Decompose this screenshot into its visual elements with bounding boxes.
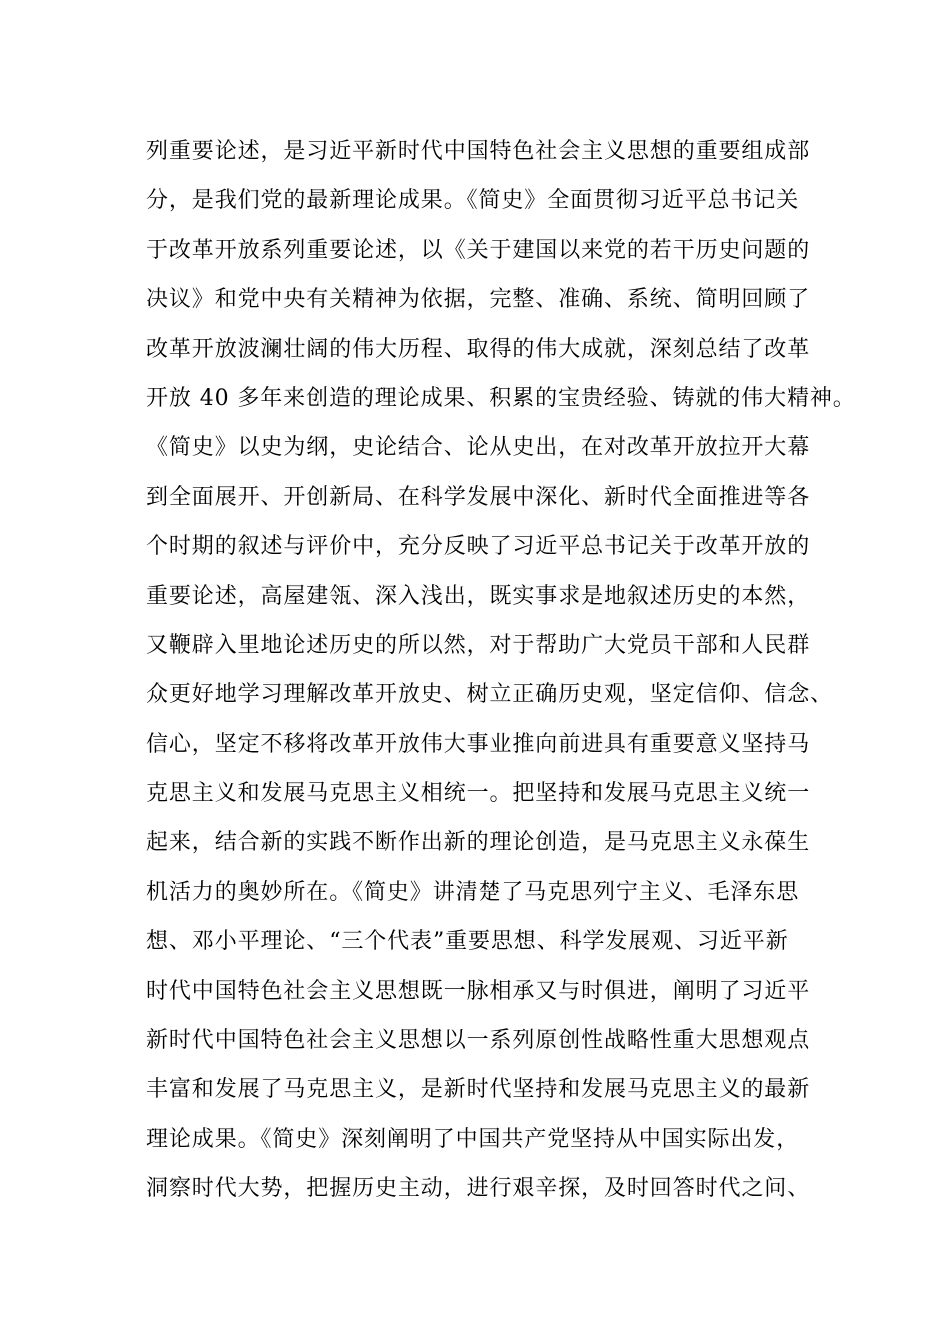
- text-line: 又鞭辟入里地论述历史的所以然，对于帮助广大党员干部和人民群: [146, 632, 811, 658]
- text-line: 想、邓小平理论、“三个代表”重要思想、科学发展观、习近平新: [146, 929, 789, 955]
- text-line: 改革开放波澜壮阔的伟大历程、取得的伟大成就，深刻总结了改革: [146, 336, 811, 362]
- text-line: 机活力的奥妙所在。《简史》讲清楚了马克思列宁主义、毛泽东思: [146, 879, 800, 905]
- text-line: 于改革开放系列重要论述，以《关于建国以来党的若干历史问题的: [146, 237, 811, 263]
- text-line: 个时期的叙述与评价中，充分反映了习近平总书记关于改革开放的: [146, 534, 811, 560]
- text-line: 开放 40 多年来创造的理论成果、积累的宝贵经验、铸就的伟大精神。: [146, 385, 856, 411]
- text-line: 时代中国特色社会主义思想既一脉相承又与时俱进，阐明了习近平: [146, 978, 811, 1004]
- text-line: 列重要论述，是习近平新时代中国特色社会主义思想的重要组成部: [146, 139, 811, 164]
- body-text: [146, 132, 856, 1219]
- text-line: 克思主义和发展马克思主义相统一。把坚持和发展马克思主义统一: [146, 781, 811, 807]
- text-line: 信心，坚定不移将改革开放伟大事业推向前进具有重要意义坚持马: [146, 731, 811, 757]
- text-line: 理论成果。《简史》深刻阐明了中国共产党坚持从中国实际出发，: [146, 1126, 800, 1152]
- text-line: 起来，结合新的实践不断作出新的理论创造，是马克思主义永葆生: [146, 830, 811, 856]
- text-line: 洞察时代大势，把握历史主动，进行艰辛探，及时回答时代之问、: [146, 1176, 811, 1202]
- text-line: 新时代中国特色社会主义思想以一系列原创性战略性重大思想观点: [146, 1028, 811, 1054]
- text-line: 重要论述，高屋建瓴、深入浅出，既实事求是地叙述历史的本然，: [146, 583, 811, 609]
- text-line: 分，是我们党的最新理论成果。《简史》全面贯彻习近平总书记关: [146, 188, 800, 214]
- text-line: 到全面展开、开创新局、在科学发展中深化、新时代全面推进等各: [146, 484, 811, 510]
- text-line: 众更好地学习理解改革开放史、树立正确历史观，坚定信仰、信念、: [146, 682, 834, 708]
- text-line: 决议》和党中央有关精神为依据，完整、准确、系统、简明回顾了: [146, 287, 811, 313]
- text-line: 《简史》以史为纲，史论结合、论从史出，在对改革开放拉开大幕: [146, 435, 811, 461]
- text-line: 丰富和发展了马克思主义，是新时代坚持和发展马克思主义的最新: [146, 1077, 811, 1103]
